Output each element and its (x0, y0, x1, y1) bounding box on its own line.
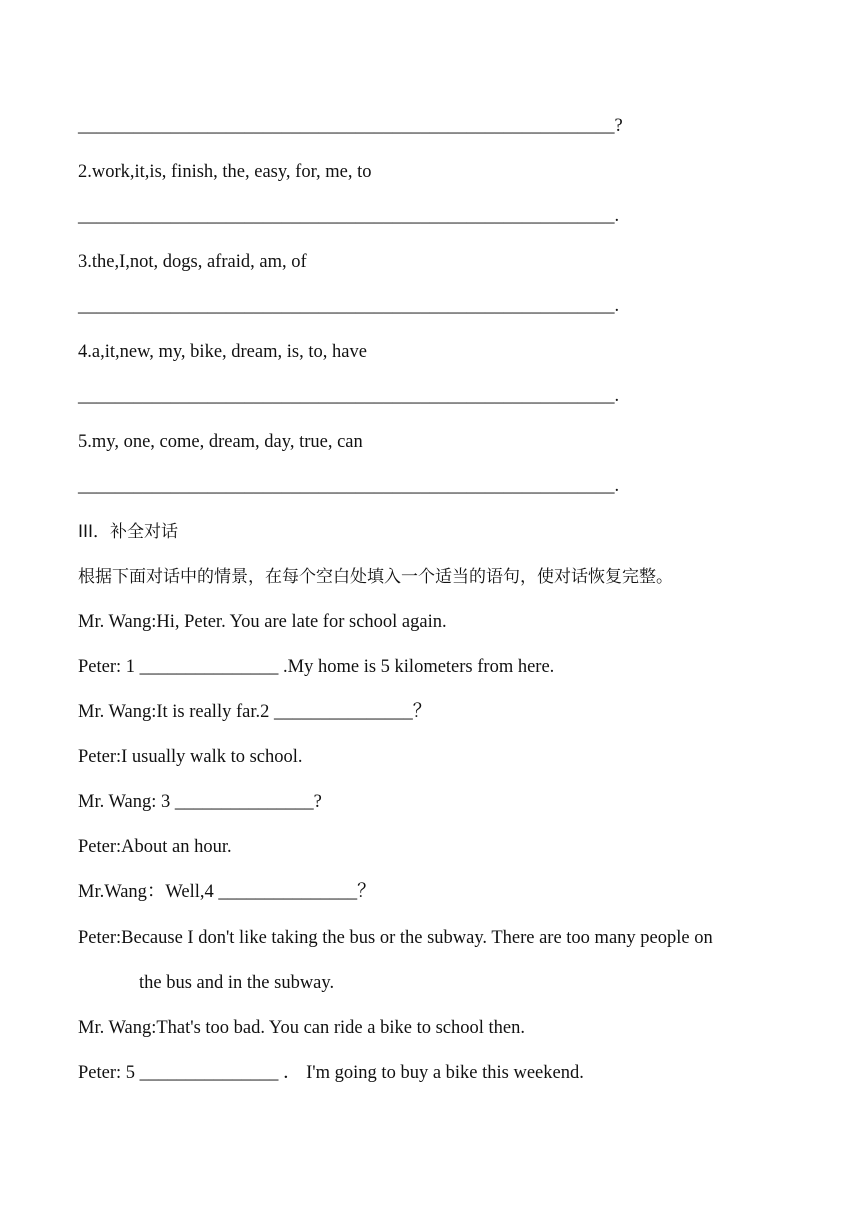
dialogue-line-2: Peter: 1 _______________ .My home is 5 kilometers from here. (78, 657, 555, 677)
dialogue-line-4: Peter:I usually walk to school. (78, 747, 303, 767)
question-5: 5.my, one, come, dream, day, true, can (78, 432, 363, 452)
dialogue-line-10: Peter: 5 _______________ ． I'm going to buy a bike this weekend. (78, 1063, 584, 1083)
dialogue-line-1: Mr. Wang:Hi, Peter. You are late for school again. (78, 612, 447, 632)
question-3: 3.the,I,not, dogs, afraid, am, of (78, 252, 307, 272)
question-4: 4.a,it,new, my, bike, dream, is, to, have (78, 342, 367, 362)
dialogue-line-3: Mr. Wang:It is really far.2 _______________？ (78, 702, 432, 722)
dialogue-line-9: Mr. Wang:That's too bad. You can ride a bike to school then. (78, 1018, 525, 1038)
answer-line-4: __________________________________________________________. (78, 386, 620, 406)
section-heading: III．补全对话 (78, 522, 179, 542)
dialogue-line-6: Peter:About an hour. (78, 837, 232, 857)
dialogue-line-8: Peter:Because I don't like taking the bus or the subway. There are too many people on (78, 928, 713, 948)
section-instructions: 根据下面对话中的情景，在每个空白处填入一个适当的语句，使对话恢复完整。 (78, 567, 673, 587)
answer-line-3: __________________________________________________________. (78, 296, 620, 316)
answer-line-2: __________________________________________________________. (78, 206, 620, 226)
answer-line-5: __________________________________________________________. (78, 476, 620, 496)
question-2: 2.work,it,is, finish, the, easy, for, me, to (78, 162, 372, 182)
dialogue-line-7: Mr.Wang：Well,4 _______________？ (78, 882, 376, 902)
dialogue-line-5: Mr. Wang: 3 _______________? (78, 792, 322, 812)
answer-line-1: __________________________________________________________? (78, 116, 623, 136)
dialogue-line-8-continued: the bus and in the subway. (139, 973, 335, 993)
